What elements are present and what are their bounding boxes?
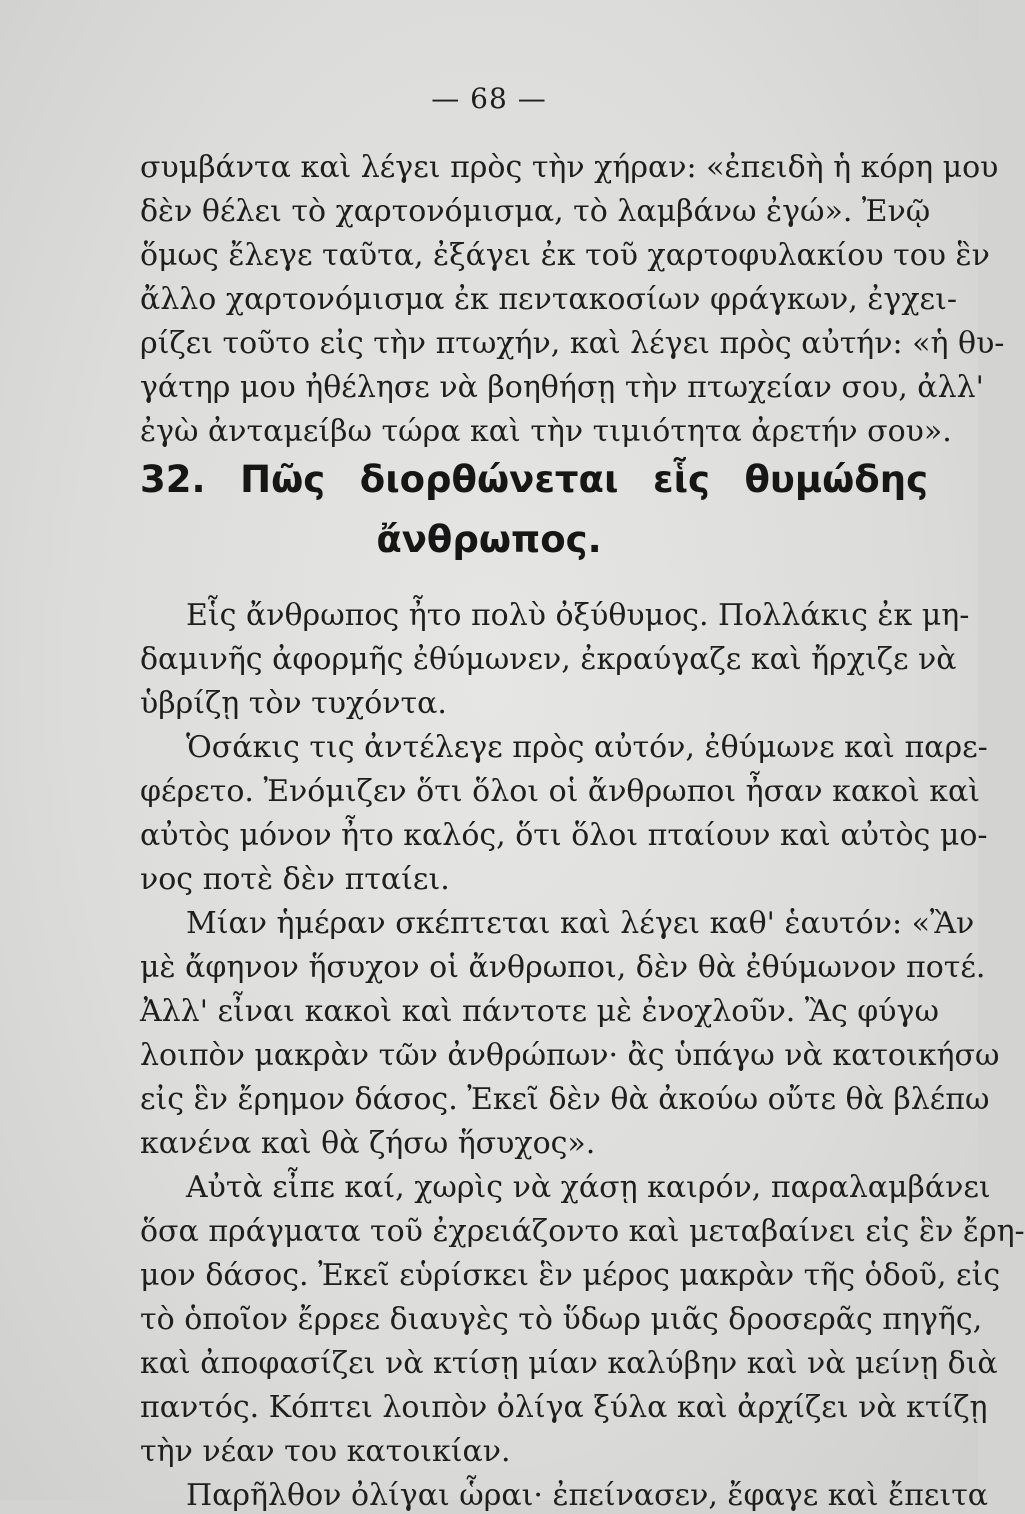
text-line: Ὁσάκις τις ἀντέλεγε πρὸς αὐτόν, ἐθύμωνε καὶ παρε- <box>186 730 988 765</box>
text-line: τὴν νέαν του κατοικίαν. <box>140 1434 511 1469</box>
text-line: καὶ ἀποφασίζει νὰ κτίσῃ μίαν καλύβην καὶ νὰ μείνῃ διὰ <box>140 1346 998 1381</box>
text-line: ἄλλο χαρτονόμισμα ἐκ πεντακοσίων φράγκων, ἐγχει- <box>140 282 957 317</box>
text-line: ὑβρίζῃ τὸν τυχόντα. <box>140 686 447 721</box>
text-line: γάτηρ μου ἠθέλησε νὰ βοηθήσῃ τὴν πτωχείαν σου, ἀλλ' <box>140 370 984 405</box>
text-line: Μίαν ἡμέραν σκέπτεται καὶ λέγει καθ' ἑαυτόν: «Ἂν <box>186 906 975 941</box>
text-line: Αὐτὰ εἶπε καί, χωρὶς νὰ χάσῃ καιρόν, παραλαμβάνει <box>186 1170 991 1205</box>
section-heading-continued: ἄνθρωπος. <box>376 518 602 561</box>
text-line: αὐτὸς μόνον ἦτο καλός, ὅτι ὅλοι πταίουν καὶ αὐτὸς μο- <box>140 818 988 853</box>
text-line: δὲν θέλει τὸ χαρτονόμισμα, τὸ λαμβάνω ἐγώ». Ἐνῷ <box>140 194 931 229</box>
text-line: δαμινῆς ἀφορμῆς ἐθύμωνεν, ἐκραύγαζε καὶ ἤρχιζε νὰ <box>140 642 957 677</box>
text-line: κανένα καὶ θὰ ζήσω ἥσυχος». <box>140 1126 596 1161</box>
text-line: Παρῆλθον ὀλίγαι ὧραι· ἐπείνασεν, ἔφαγε καὶ ἔπειτα <box>186 1478 989 1513</box>
text-line: μον δάσος. Ἐκεῖ εὑρίσκει ἓν μέρος μακρὰν τῆς ὁδοῦ, εἰς <box>140 1258 1001 1293</box>
text-line: συμβάντα καὶ λέγει πρὸς τὴν χήραν: «ἐπειδὴ ἡ κόρη μου <box>140 150 999 185</box>
text-line: ὅσα πράγματα τοῦ ἐχρειάζοντο καὶ μεταβαίνει εἰς ἓν ἔρη- <box>140 1214 1025 1249</box>
text-line: ὅμως ἔλεγε ταῦτα, ἐξάγει ἐκ τοῦ χαρτοφυλακίου του ἓν <box>140 238 990 273</box>
text-line: νος ποτὲ δὲν πταίει. <box>140 862 450 897</box>
text-line: λοιπὸν μακρὰν τῶν ἀνθρώπων· ἂς ὑπάγω νὰ κατοικήσω <box>140 1038 1000 1073</box>
text-line: Εἷς ἄνθρωπος ἦτο πολὺ ὀξύθυμος. Πολλάκις ἐκ μη- <box>186 598 970 633</box>
page-number: — 68 — <box>431 82 547 115</box>
text-line: Ἀλλ' εἶναι κακοὶ καὶ πάντοτε μὲ ἐνοχλοῦν. Ἂς φύγω <box>140 994 939 1029</box>
text-line: ἐγὼ ἀνταμείβω τώρα καὶ τὴν τιμιότητα ἀρετήν σου». <box>140 414 952 449</box>
text-line: παντός. Κόπτει λοιπὸν ὀλίγα ξύλα καὶ ἀρχίζει νὰ κτίζῃ <box>140 1390 988 1425</box>
text-line: μὲ ἄφηνον ἥσυχον οἱ ἄνθρωποι, δὲν θὰ ἐθύμωνον ποτέ. <box>140 950 986 985</box>
text-line: ρίζει τοῦτο εἰς τὴν πτωχήν, καὶ λέγει πρὸς αὐτήν: «ἡ θυ- <box>140 326 1005 361</box>
text-line: φέρετο. Ἐνόμιζεν ὅτι ὅλοι οἱ ἄνθρωποι ἦσαν κακοὶ καὶ <box>140 774 981 809</box>
section-heading: 32. Πῶς διορθώνεται εἷς θυμώδης <box>140 458 928 501</box>
text-line: τὸ ὁποῖον ἔρρεε διαυγὲς τὸ ὕδωρ μιᾶς δροσερᾶς πηγῆς, <box>140 1302 983 1337</box>
text-line: εἰς ἓν ἔρημον δάσος. Ἐκεῖ δὲν θὰ ἀκούω οὔτε θὰ βλέπω <box>140 1082 990 1117</box>
